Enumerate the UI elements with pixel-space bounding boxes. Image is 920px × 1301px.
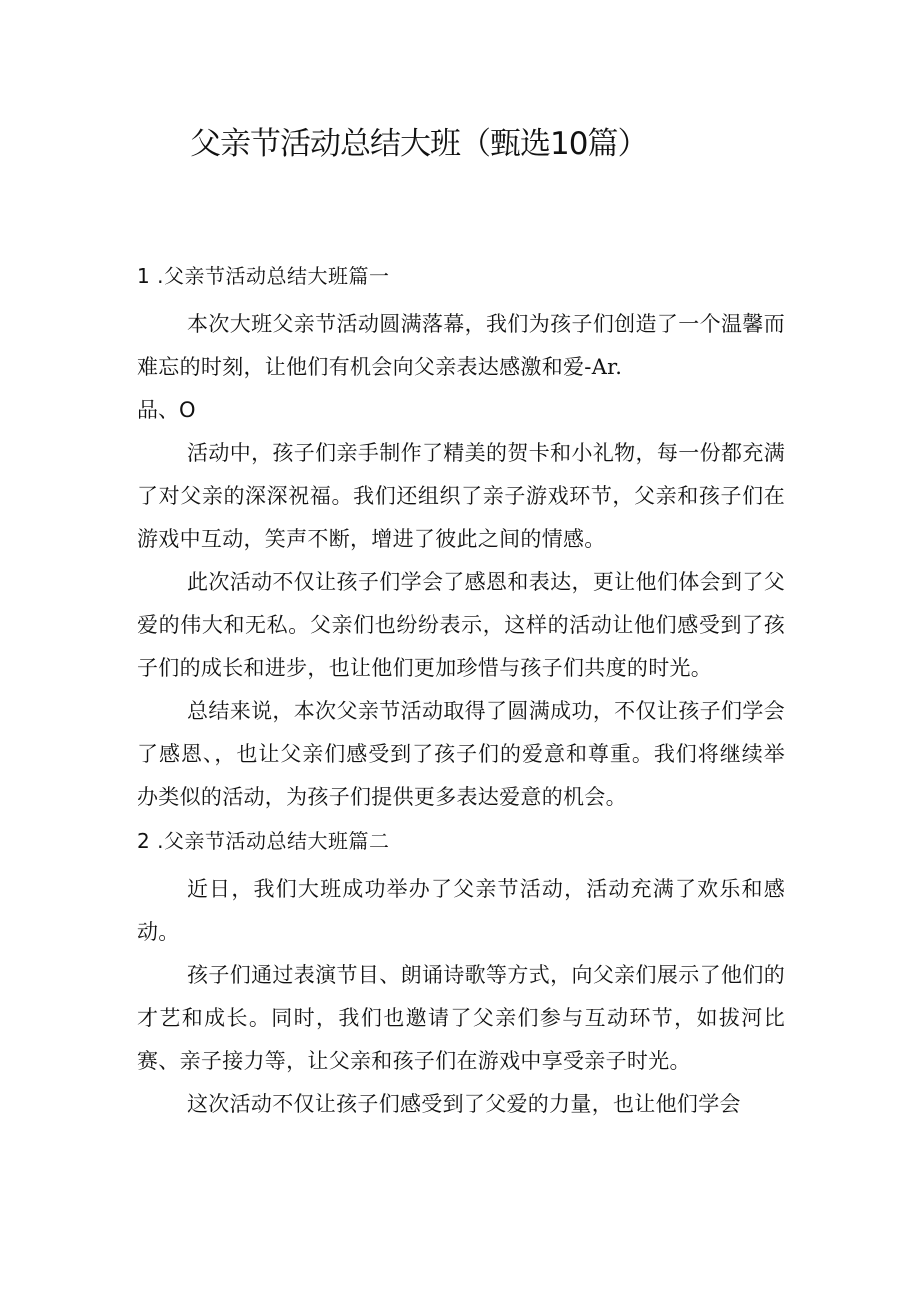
section-heading-2: 2 .父亲节活动总结大班篇二 [137,829,390,853]
paragraph: 此次活动不仅让孩子们学会了感恩和表达，更让他们体会到了父爱的伟大和无私。父亲们也纷纷表示，这样的活动让他们感受到了孩子们的成长和进步，也让他们更加珍惜与孩子们共度的时光。 [137,570,785,680]
paragraph: 这次活动不仅让孩子们感受到了父爱的力量，也让他们学会 [187,1092,741,1116]
paragraph: 活动中，孩子们亲手制作了精美的贺卡和小礼物，每一份都充满了对父亲的深深祝福。我们还组织了亲子游戏环节，父亲和孩子们在游戏中互动，笑声不断，增进了彼此之间的情感。 [137,441,785,551]
paragraph: 近日，我们大班成功举办了父亲节活动，活动充满了欢乐和感动。 [137,877,785,944]
paragraph: 本次大班父亲节活动圆满落幕，我们为孩子们创造了一个温馨而难忘的时刻，让他们有机会向父亲表达感激和爱-Ar. [137,312,785,379]
paragraph: 总结来说，本次父亲节活动取得了圆满成功，不仅让孩子们学会了感恩、，也让父亲们感受到了孩子们的爱意和尊重。我们将继续举办类似的活动，为孩子们提供更多表达爱意的机会。 [137,699,785,809]
section-heading-1: 1 .父亲节活动总结大班篇一 [137,264,390,288]
document-body [137,258,785,1126]
paragraph: 孩子们通过表演节目、朗诵诗歌等方式，向父亲们展示了他们的才艺和成长。同时，我们也邀请了父亲们参与互动环节，如拔河比赛、亲子接力等，让父亲和孩子们在游戏中享受亲子时光。 [137,963,785,1073]
paragraph-fragment: 品、O [137,398,196,422]
document-title: 父亲节活动总结大班（甄选10篇） [190,126,648,162]
